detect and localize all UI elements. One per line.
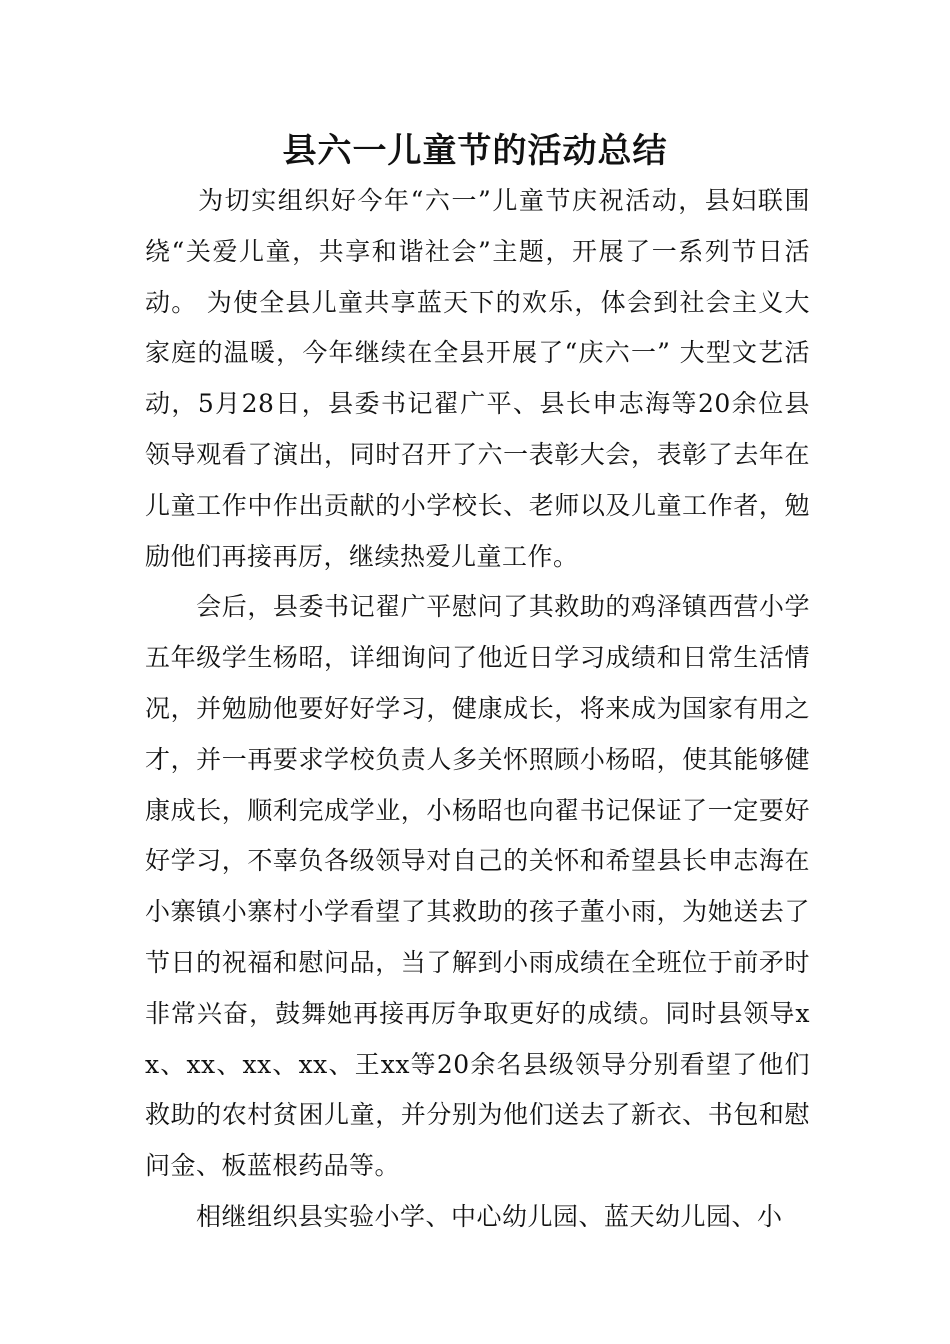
document-title: 县六一儿童节的活动总结 (282, 131, 668, 171)
paragraph-2: 会后，县委书记翟广平慰问了其救助的鸡泽镇西营小学五年级学生杨昭，详细询问了他近日学习成绩和日常生活情况，并勉励他要好好学习，健康成长，将来成为国家有用之才，并一再要求学校负责人多关怀照顾小杨昭，使其能够健康成长，顺利完成学业，小杨昭也向翟书记保证了一定要好好学习，不辜负各级领导对自己的关怀和希望县长申志海在小寨镇小寨村小学看望了其救助的孩子董小雨，为她送去了节日的祝福和慰问品，当了解到小雨成绩在全班位于前矛时非常兴奋，鼓舞她再接再厉争取更好的成绩。同时县领导xx、xx、xx、xx、王xx等20余名县级领导分别看望了他们救助的农村贫困儿童，并分别为他们送去了新衣、书包和慰问金、板蓝根药品等。 (145, 592, 810, 1181)
paragraph-3: 相继组织县实验小学、中心幼儿园、蓝天幼儿园、小 (145, 1201, 783, 1231)
paragraph-1: 为切实组织好今年“六一”儿童节庆祝活动，县妇联围绕“关爱儿童，共享和谐社会”主题，开展了一系列节日活动。 为使全县儿童共享蓝天下的欢乐，体会到社会主义大家庭的温暖，今年继续在全县开展了“庆六一” 大型文艺活动，5月28日，县委书记翟广平、县长申志海等20余位县领导观看了演出，同时召开了六一表彰大会，表彰了去年在儿童工作中作出贡献的小学校长、老师以及儿童工作者，勉励他们再接再厉，继续热爱儿童工作。 (145, 186, 810, 571)
document-body (145, 176, 810, 1243)
